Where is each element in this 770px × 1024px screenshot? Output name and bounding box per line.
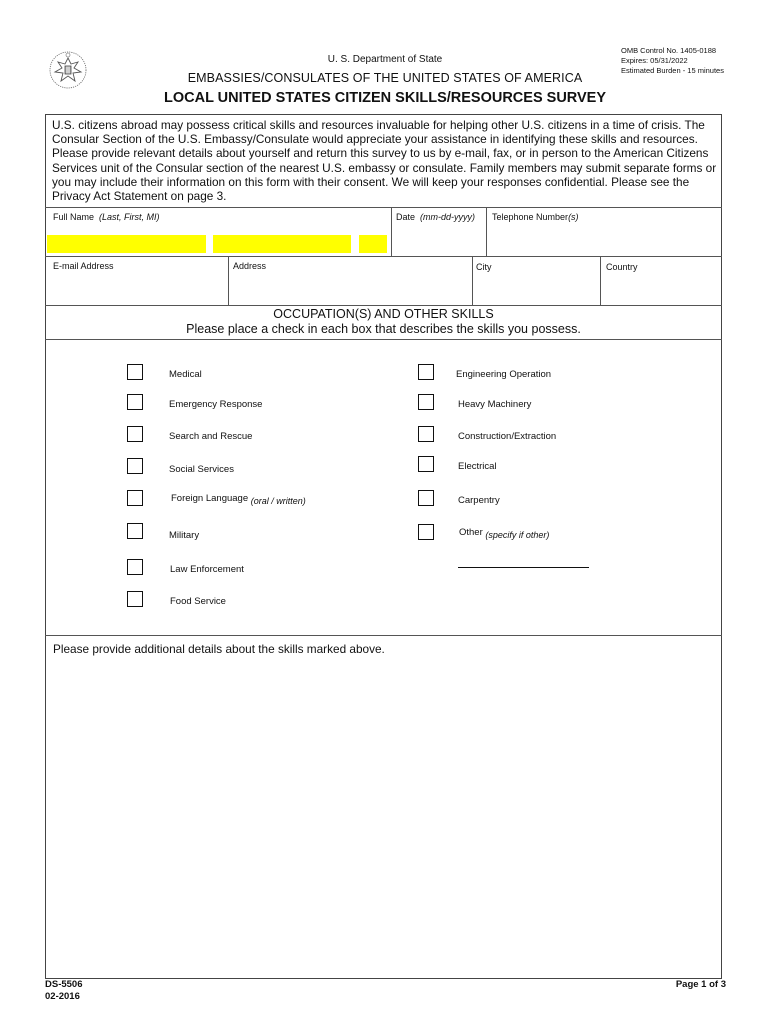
military-checkbox[interactable]: [127, 523, 143, 539]
telephone-input[interactable]: [488, 224, 720, 254]
heavy-machinery-label: Heavy Machinery: [458, 399, 532, 410]
divider: [391, 207, 392, 257]
emergency-response-label: Emergency Response: [169, 399, 263, 410]
additional-details-label: Please provide additional details about the skills marked above.: [53, 642, 385, 656]
embassies-heading: EMBASSIES/CONSULATES OF THE UNITED STATES OF AMERICA: [187, 71, 583, 85]
form-number: DS-5506: [45, 979, 83, 990]
food-service-label: Food Service: [170, 596, 226, 607]
foreign-language-checkbox[interactable]: [127, 490, 143, 506]
medical-label: Medical: [169, 369, 202, 380]
divider: [45, 305, 722, 306]
intro-paragraph: U.S. citizens abroad may possess critical skills and resources invaluable for helping other U.S. citizens in a time of crisis. The Consular Section of the U.S. Embassy/Consulate would appreciate your assistance in identifying these skills and resources. Please provide relevant details about yourself and return this survey to us by e-mail, fax, or in person to the American Citizens Services unit of the Consular section of the nearest U.S. embassy or consulate. Family members may submit separate forms or you may include their information on this form with their consent. We will keep your responses confidential. Please see the Privacy Act Statement on page 3.: [52, 118, 717, 204]
electrical-label: Electrical: [458, 461, 497, 472]
divider: [45, 207, 722, 208]
foreign-language-label: Foreign Language (oral / written): [171, 493, 306, 506]
search-and-rescue-checkbox[interactable]: [127, 426, 143, 442]
divider: [45, 635, 722, 636]
city-label: City: [476, 262, 492, 272]
food-service-checkbox[interactable]: [127, 591, 143, 607]
military-label: Military: [169, 530, 200, 541]
middle-initial-input[interactable]: [359, 235, 387, 253]
social-services-checkbox[interactable]: [127, 458, 143, 474]
city-input[interactable]: [474, 274, 598, 303]
carpentry-checkbox[interactable]: [418, 490, 434, 506]
form-revision-date: 02-2016: [45, 991, 80, 1002]
email-input[interactable]: [47, 274, 226, 303]
search-and-rescue-label: Search and Rescue: [169, 431, 253, 442]
divider: [228, 256, 229, 306]
date-input[interactable]: [393, 224, 485, 254]
heavy-machinery-checkbox[interactable]: [418, 394, 434, 410]
date-label: Date (mm-dd-yyyy): [396, 212, 476, 222]
divider: [45, 339, 722, 340]
law-enforcement-checkbox[interactable]: [127, 559, 143, 575]
country-label: Country: [606, 262, 638, 272]
engineering-operation-checkbox[interactable]: [418, 364, 434, 380]
skills-section-header: [45, 307, 722, 337]
first-name-input[interactable]: [213, 235, 351, 253]
other-specify-input[interactable]: [458, 555, 589, 568]
law-enforcement-label: Law Enforcement: [170, 564, 244, 575]
construction-extraction-checkbox[interactable]: [418, 426, 434, 442]
electrical-checkbox[interactable]: [418, 456, 434, 472]
address-label: Address: [233, 261, 267, 271]
full-name-label: Full Name (Last, First, MI): [53, 212, 160, 222]
page-number: Page 1 of 3: [675, 979, 726, 990]
social-services-label: Social Services: [169, 464, 234, 475]
last-name-input[interactable]: [47, 235, 206, 253]
divider: [45, 256, 722, 257]
form-title: LOCAL UNITED STATES CITIZEN SKILLS/RESOURCES SURVEY: [163, 90, 607, 106]
skills-section-title: OCCUPATION(S) AND OTHER SKILLS: [273, 307, 494, 321]
omb-control-number: OMB Control No. 1405-0188: [621, 46, 717, 55]
skills-section-subtitle: Please place a check in each box that describes the skills you possess.: [186, 322, 581, 336]
other-label: Other (specify if other): [459, 527, 550, 540]
carpentry-label: Carpentry: [458, 495, 500, 506]
estimated-burden: Estimated Burden - 15 minutes: [621, 66, 724, 75]
address-input[interactable]: [230, 274, 470, 303]
divider: [486, 207, 487, 257]
other-hint: (specify if other): [485, 530, 550, 540]
foreign-language-hint: (oral / written): [250, 496, 306, 506]
telephone-label: Telephone Number(s): [492, 212, 579, 222]
engineering-operation-label: Engineering Operation: [456, 369, 552, 380]
medical-checkbox[interactable]: [127, 364, 143, 380]
emergency-response-checkbox[interactable]: [127, 394, 143, 410]
expiration-date: Expires: 05/31/2022: [621, 56, 688, 65]
divider: [600, 256, 601, 306]
additional-details-textarea[interactable]: [47, 662, 720, 976]
department-name: U. S. Department of State: [327, 54, 443, 65]
divider: [472, 256, 473, 306]
other-checkbox[interactable]: [418, 524, 434, 540]
form-id: [45, 979, 83, 1003]
country-input[interactable]: [602, 274, 720, 303]
construction-extraction-label: Construction/Extraction: [458, 431, 557, 442]
email-label: E-mail Address: [53, 261, 114, 271]
